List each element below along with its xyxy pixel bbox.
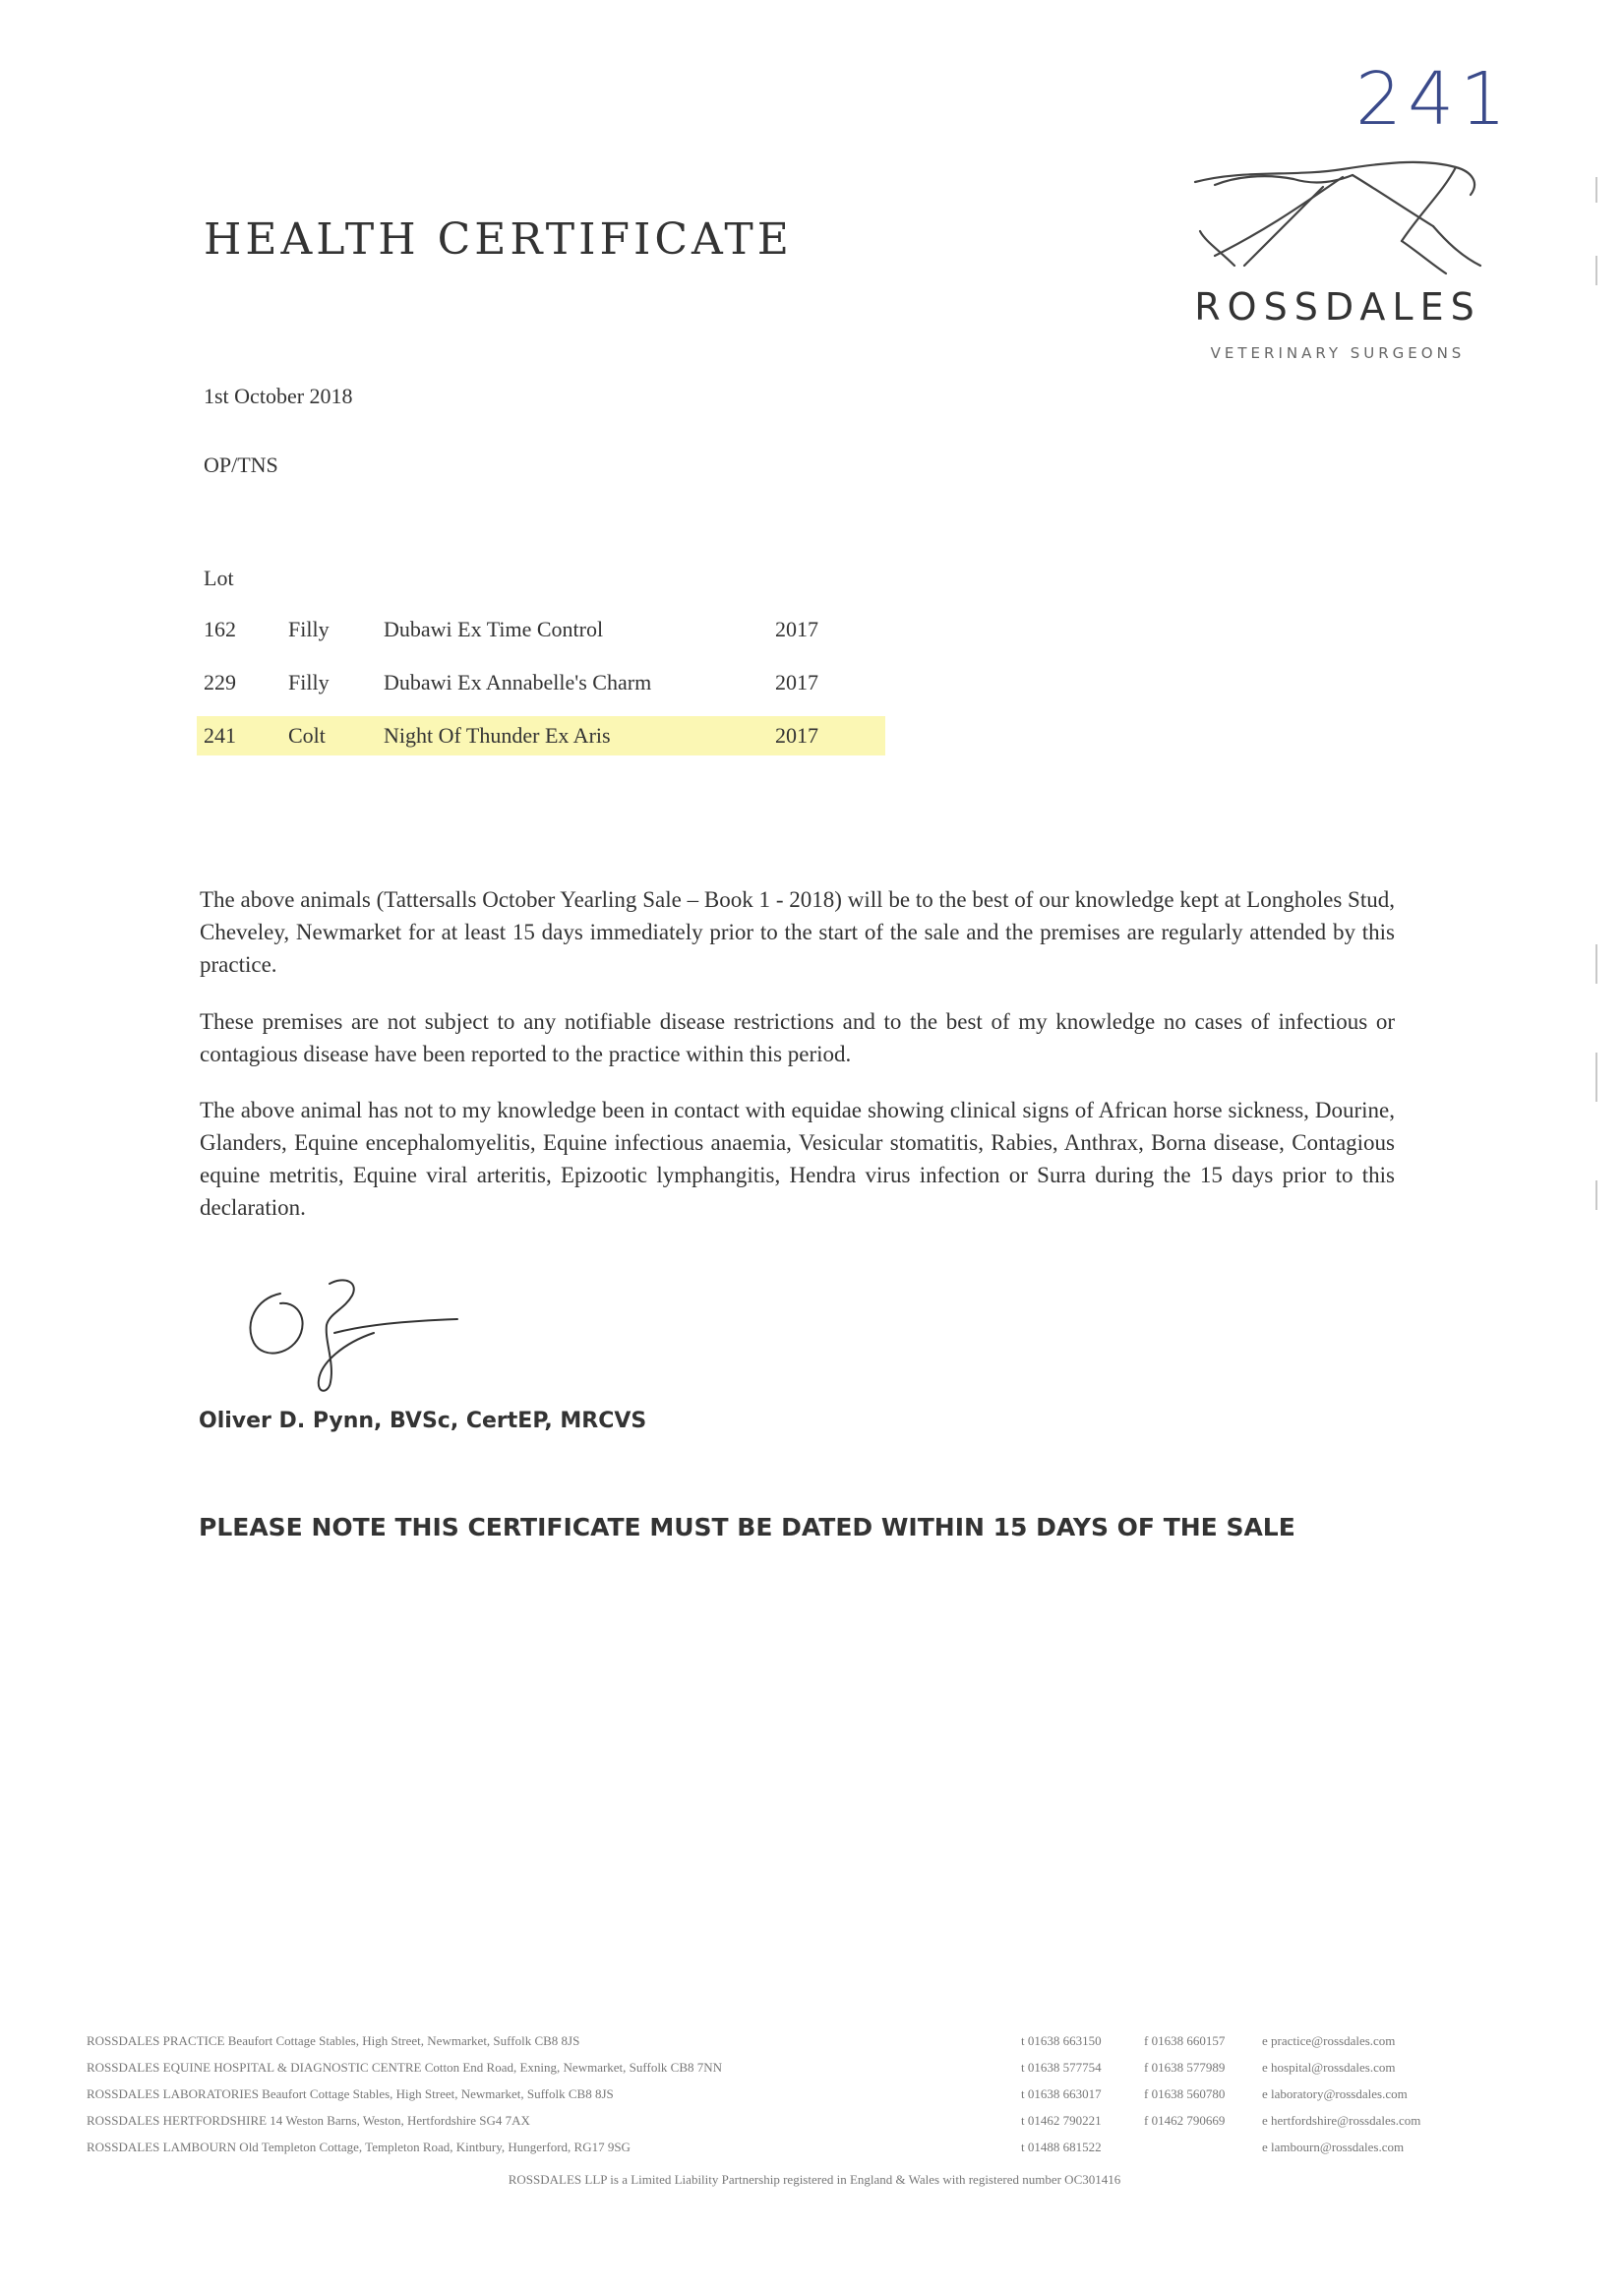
horse-logo-icon <box>1175 148 1500 285</box>
footer-contacts <box>87 2029 1542 2162</box>
lot-year: 2017 <box>775 617 818 641</box>
lot-number: 162 <box>204 617 236 641</box>
reference-code: OP/TNS <box>204 453 278 477</box>
footer-row <box>87 2109 1542 2136</box>
lot-year: 2017 <box>775 723 818 748</box>
footer-row <box>87 2082 1542 2109</box>
certificate-title: HEALTH CERTIFICATE <box>204 214 793 265</box>
lot-year: 2017 <box>775 670 818 694</box>
footer-address: ROSSDALES LAMBOURN Old Templeton Cottage, Templeton Road, Kintbury, Hungerford, RG17 9SG <box>87 2140 631 2154</box>
lot-row-highlighted <box>197 716 885 755</box>
handwritten-lot-number: 241 <box>1355 57 1513 142</box>
footer-row <box>87 2056 1542 2082</box>
lot-row <box>197 663 885 702</box>
lot-name: Dubawi Ex Annabelle's Charm <box>384 670 652 694</box>
statement-paragraph: The above animals (Tattersalls October Yearling Sale – Book 1 - 2018) will be to the best of our knowledge kept at Longholes Stud, Cheveley, Newmarket for at least 15 days immediately prior to the start of the sale and the premises are regularly attended by this practice. <box>200 887 1395 977</box>
footer-email: e lambourn@rossdales.com <box>1262 2140 1405 2154</box>
footer-tel: t 01638 577754 <box>1021 2060 1102 2075</box>
lot-row <box>197 610 885 649</box>
signature-icon <box>236 1264 472 1402</box>
footer-email: e laboratory@rossdales.com <box>1262 2086 1408 2101</box>
statement-paragraph: These premises are not subject to any notifiable disease restrictions and to the best of my knowledge no cases of infectious or contagious disease have been reported to the practice within this period. <box>200 1009 1395 1066</box>
footer-fax: f 01462 790669 <box>1144 2113 1226 2128</box>
scan-mark <box>1595 1180 1597 1210</box>
lot-sex: Colt <box>288 723 326 748</box>
statement-paragraph: The above animal has not to my knowledge been in contact with equidae showing clinical signs of African horse sickness, Dourine, Glanders, Equine encephalomyelitis, Equine infectious anaemia, Vesicular stomatitis, Rabies, Anthrax, Borna disease, Contagious equine metritis, Equine viral arteritis, Epizootic lymphangitis, Hendra virus infection or Surra during the 15 days prior to this declaration. <box>200 1098 1395 1220</box>
signer-name: Oliver D. Pynn, BVSc, CertEP, MRCVS <box>199 1409 647 1433</box>
footer-fax: f 01638 577989 <box>1144 2060 1226 2075</box>
footer-fax: f 01638 660157 <box>1144 2033 1226 2048</box>
lot-heading: Lot <box>204 566 234 590</box>
lot-number: 229 <box>204 670 236 694</box>
footer-legal: ROSSDALES LLP is a Limited Liability Partnership registered in England & Wales with registered number OC301416 <box>508 2172 1121 2187</box>
scan-mark <box>1595 177 1597 203</box>
footer-address: ROSSDALES LABORATORIES Beaufort Cottage Stables, High Street, Newmarket, Suffolk CB8 8JS <box>87 2086 614 2101</box>
lot-name: Dubawi Ex Time Control <box>384 617 604 641</box>
footer-row <box>87 2136 1542 2162</box>
footer-tel: t 01638 663150 <box>1021 2033 1102 2048</box>
logo-subtitle: VETERINARY SURGEONS <box>1210 344 1466 362</box>
logo-name: ROSSDALES <box>1194 285 1481 329</box>
footer-row <box>87 2029 1542 2056</box>
lot-sex: Filly <box>288 617 330 641</box>
scan-mark <box>1595 1053 1597 1102</box>
lot-sex: Filly <box>288 670 330 694</box>
footer-tel: t 01462 790221 <box>1021 2113 1102 2128</box>
footer-address: ROSSDALES EQUINE HOSPITAL & DIAGNOSTIC CENTRE Cotton End Road, Exning, Newmarket, Suffolk CB8 7NN <box>87 2060 723 2075</box>
lot-number: 241 <box>204 723 236 748</box>
certificate-date: 1st October 2018 <box>204 384 353 408</box>
footer-tel: t 01488 681522 <box>1021 2140 1102 2154</box>
footer-tel: t 01638 663017 <box>1021 2086 1102 2101</box>
footer-email: e hospital@rossdales.com <box>1262 2060 1396 2075</box>
dating-notice: PLEASE NOTE THIS CERTIFICATE MUST BE DATED WITHIN 15 DAYS OF THE SALE <box>199 1513 1295 1541</box>
footer-email: e practice@rossdales.com <box>1262 2033 1396 2048</box>
scan-mark <box>1595 944 1597 984</box>
footer-address: ROSSDALES HERTFORDSHIRE 14 Weston Barns, Weston, Hertfordshire SG4 7AX <box>87 2113 530 2128</box>
footer-fax: f 01638 560780 <box>1144 2086 1226 2101</box>
footer-email: e hertfordshire@rossdales.com <box>1262 2113 1421 2128</box>
footer-address: ROSSDALES PRACTICE Beaufort Cottage Stables, High Street, Newmarket, Suffolk CB8 8JS <box>87 2033 580 2048</box>
lot-name: Night Of Thunder Ex Aris <box>384 723 611 748</box>
scan-mark <box>1595 256 1597 285</box>
